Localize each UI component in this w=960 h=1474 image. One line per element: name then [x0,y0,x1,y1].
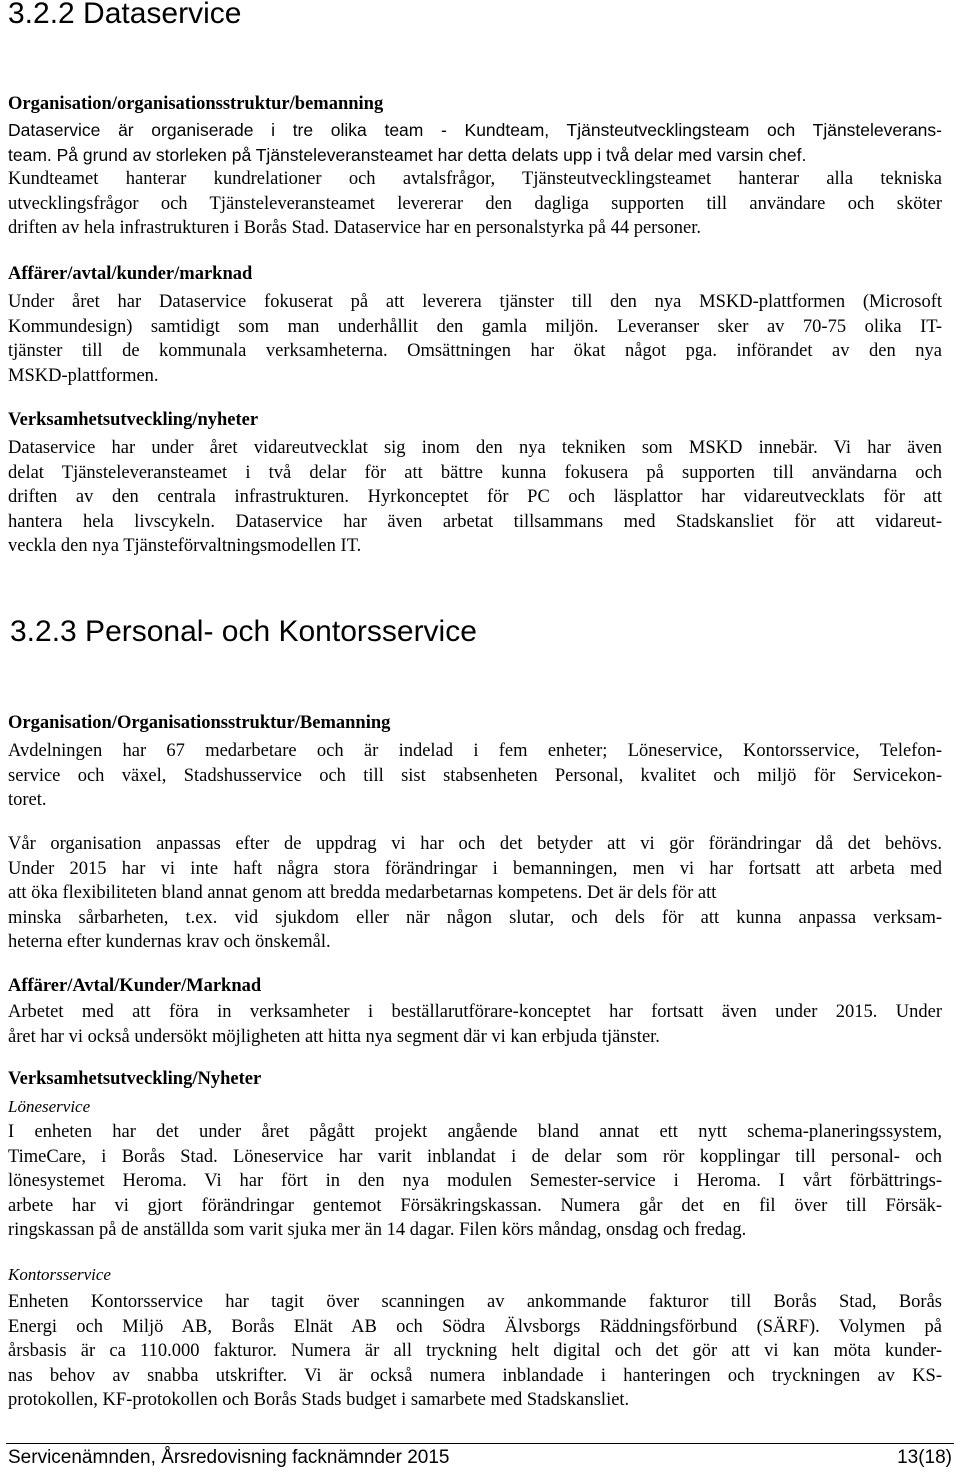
text-line: tjänster till de kommunala verksamheterna. Omsättningen har ökat något pga. införandet av den nya [8,341,942,362]
text-line: toret. [8,790,47,811]
paragraph-kontorsservice [8,1290,942,1413]
text-line: heterna efter kundernas krav och önskemål. [8,932,331,953]
section-heading-322: 3.2.2 Dataservice [8,0,242,30]
footer-title: Servicenämnden, Årsredovisning facknämnder 2015 [8,1447,450,1468]
subheading-verksamhetsutveckling: Verksamhetsutveckling/Nyheter [8,1069,262,1089]
subheading-kontorsservice: Kontorsservice [8,1265,111,1284]
paragraph-affarer [8,290,942,388]
text-line: lönesystemet Heroma. Vi har fört in den nya modulen Semester-service i Heroma. I vårt förbättrings- [8,1171,942,1192]
subheading-organisation: Organisation/Organisationsstruktur/Bemanning [8,713,391,733]
subheading-affarer: Affärer/avtal/kunder/marknad [8,264,253,284]
text-line: team. På grund av storleken på Tjänsteleveransteamet har detta delats upp i två delar med varsin chef. [8,144,807,165]
text-line: MSKD-plattformen. [8,365,159,386]
text-line: Under året har Dataservice fokuserat på att leverera tjänster till den nya MSKD-plattformen (Microsoft [8,292,942,312]
footer-divider [6,1443,954,1444]
paragraph-organisation [8,118,942,241]
text-line: att öka flexibiliteten bland annat genom att bredda medarbetarnas kompetens. Det är dels för att [8,883,717,904]
paragraph-organisation [8,739,942,813]
text-line: Under 2015 har vi inte haft några stora förändringar i bemanningen, men vi har fortsatt att arbeta med [8,858,942,879]
text-line: Kundteamet hanterar kundrelationer och avtalsfrågor, Tjänsteutvecklingsteamet hanterar alla tekniska [8,169,942,190]
text-line: Arbetet med att föra in verksamheter i beställarutförare-konceptet har fortsatt även under 2015. Under [8,1002,942,1022]
text-line: arbete har vi gjort förändringar gentemot Försäkringskassan. Numera går det en fil över till Försäk- [8,1195,942,1216]
text-line: hantera hela livscykeln. Dataservice har även arbetat tillsammans med Stadskansliet för att vidareut- [8,511,942,532]
paragraph-affarer [8,1000,942,1049]
subheading-verksamhetsutveckling: Verksamhetsutveckling/nyheter [8,410,259,430]
text-line: minska sårbarheten, t.ex. vid sjukdom eller när någon slutar, och dels för att kunna anpassa verksam- [8,907,942,928]
page-number: 13(18) [897,1447,952,1468]
paragraph-verksamhetsutveckling [8,436,942,559]
page-footer [8,1446,952,1470]
text-line: driften av den centrala infrastrukturen. Hyrkonceptet för PC och läsplattor har vidareutvecklats för att [8,487,942,508]
subheading-loneservice: Löneservice [8,1097,91,1116]
text-line: veckla den nya Tjänsteförvaltningsmodellen IT. [8,536,362,557]
subheading-affarer: Affärer/Avtal/Kunder/Marknad [8,976,262,996]
text-line: ringskassan på de anställda som varit sjuka mer än 14 dagar. Filen körs måndag, onsdag och fredag. [8,1220,747,1241]
text-line: nas behov av snabba utskrifter. Vi är också numera inblandade i hanteringen och tryckningen av KS- [8,1365,942,1386]
text-line: utvecklingsfrågor och Tjänsteleveransteamet levererar den dagliga supporten till användare och sköter [8,193,942,214]
text-line: årsbasis är ca 110.000 fakturor. Numera är all tryckning helt digital och det gör att vi kan möta kunder- [8,1341,942,1362]
section-heading-323: 3.2.3 Personal- och Kontorsservice [10,615,477,648]
text-line: I enheten har det under året pågått projekt angående bland annat ett nytt schema-planeringssystem, [8,1122,942,1142]
subheading-organisation: Organisation/organisationsstruktur/bemanning [8,94,384,114]
text-line: protokollen, KF-protokollen och Borås Stads budget i samarbete med Stadskansliet. [8,1390,630,1411]
text-line: Dataservice har under året vidareutvecklat sig inom den nya tekniken som MSKD innebär. Vi har även [8,438,942,458]
paragraph-loneservice [8,1120,942,1243]
text-line: service och växel, Stadshusservice och till sist stabsenheten Personal, kvalitet och miljö för Servicekon- [8,765,942,786]
text-line: året har vi också undersökt möjligheten att hitta nya segment där vi kan erbjuda tjänster. [8,1026,660,1047]
text-line: Enheten Kontorsservice har tagit över scanningen av ankommande fakturor till Borås Stad, Borås [8,1292,942,1312]
text-line: Dataservice är organiserade i tre olika team - Kundteam, Tjänsteutvecklingsteam och Tjänsteleverans- [8,120,942,140]
text-line: Avdelningen har 67 medarbetare och är indelad i fem enheter; Löneservice, Kontorsservice, Telefon- [8,741,942,761]
text-line: TimeCare, i Borås Stad. Löneservice har varit inblandat i de delar som rör kopplingar till personal- och [8,1146,942,1167]
text-line: delat Tjänsteleveransteamet i två delar för att bättre kunna fokusera på supporten till användarna och [8,462,942,483]
text-line: Energi och Miljö AB, Borås Elnät AB och Södra Älvsborgs Räddningsförbund (SÄRF). Volymen på [8,1316,942,1337]
text-line: Vår organisation anpassas efter de uppdrag vi har och det betyder att vi gör förändringar då det behövs. [8,834,942,854]
text-line: driften av hela infrastrukturen i Borås Stad. Dataservice har en personalstyrka på 44 personer. [8,218,701,239]
text-line: Kommundesign) samtidigt som man underhållit den gamla miljön. Leveranser sker av 70-75 olika IT- [8,316,942,337]
paragraph-organisation-2 [8,832,942,955]
